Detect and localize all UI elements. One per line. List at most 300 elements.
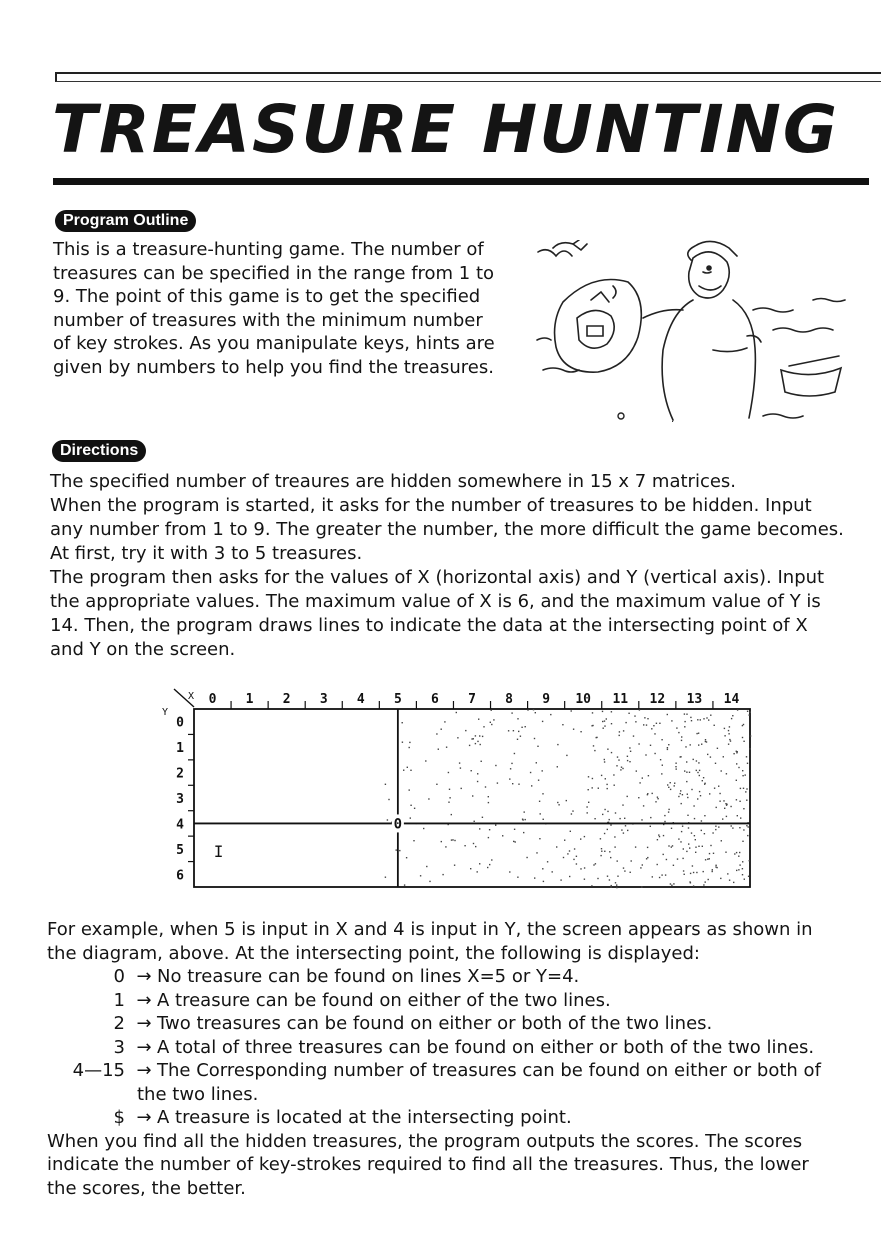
stipple-dot [688,827,689,828]
stipple-dot [677,858,678,859]
stipple-dot [657,798,658,799]
stipple-dot [705,881,706,882]
stipple-dot [488,837,489,838]
stipple-dot [657,839,658,840]
stipple-dot [617,756,618,757]
stipple-dot [607,788,608,789]
stipple-dot [700,795,701,796]
stipple-dot [714,788,715,789]
x-tick-label: 2 [282,692,291,707]
stipple-dot [743,788,744,789]
stipple-dot [663,854,664,855]
stipple-dot [566,755,567,756]
stipple-dot [742,725,743,726]
stipple-dot [456,712,457,713]
stipple-dot [691,789,692,790]
stipple-dot [615,812,616,813]
stipple-dot [742,770,743,771]
stipple-dot [619,818,620,819]
stipple-dot [707,859,708,860]
stipple-dot [665,874,666,875]
x-tick-label: 4 [356,692,365,707]
stipple-dot [557,766,558,767]
stipple-dot [718,786,719,787]
stipple-dot [662,765,663,766]
stipple-dot [574,848,575,849]
stipple-dot [736,870,737,871]
stipple-dot [621,829,622,830]
stipple-dot [661,739,662,740]
stipple-dot [674,783,675,784]
stipple-dot [482,736,483,737]
stipple-dot [750,712,751,713]
stipple-dot [693,885,694,886]
arrow-icon: → [136,1107,152,1128]
stipple-dot [444,721,445,722]
stipple-dot [715,865,716,866]
stipple-dot [691,832,692,833]
stipple-dot [483,726,484,727]
stipple-dot [684,726,685,727]
stipple-dot [607,829,608,830]
stipple-dot [460,767,461,768]
stipple-dot [560,879,561,880]
stipple-dot [595,863,596,864]
stipple-dot [552,871,553,872]
stipple-dot [556,846,557,847]
stipple-dot [733,882,734,883]
stipple-dot [745,791,746,792]
stipple-dot [727,873,728,874]
stipple-dot [480,744,481,745]
stipple-dot [611,711,612,712]
pirate-illustration [533,240,863,425]
stipple-dot [646,858,647,859]
stipple-dot [642,864,643,865]
stipple-dot [569,850,570,851]
stipple-dot [690,717,691,718]
stipple-dot [630,751,631,752]
stipple-dot [722,818,723,819]
stipple-dot [488,796,489,797]
stipple-dot [651,728,652,729]
stipple-dot [635,846,636,847]
stipple-dot [473,738,474,739]
stipple-dot [591,885,592,886]
stipple-dot [712,869,713,870]
stipple-dot [573,729,574,730]
legend-continuation: the two lines. [137,1083,259,1105]
stipple-dot [557,744,558,745]
stipple-dot [617,876,618,877]
stipple-dot [681,803,682,804]
stipple-dot [663,835,664,836]
stipple-dot [623,730,624,731]
stipple-dot [627,756,628,757]
stipple-dot [658,834,659,835]
stipple-dot [472,795,473,796]
stipple-dot [699,770,700,771]
stipple-dot [625,722,626,723]
stipple-dot [642,777,643,778]
stipple-dot [525,819,526,820]
stipple-dot [606,784,607,785]
stipple-dot [716,807,717,808]
stipple-dot [712,832,713,833]
stipple-dot [668,845,669,846]
stipple-dot [479,828,480,829]
stipple-dot [613,774,614,775]
stipple-dot [736,763,737,764]
stipple-dot [678,796,679,797]
stipple-dot [625,825,626,826]
stipple-dot [489,864,490,865]
stipple-dot [672,845,673,846]
stipple-dot [742,775,743,776]
stipple-dot [605,778,606,779]
stipple-dot [710,845,711,846]
stipple-dot [491,710,492,711]
stipple-dot [630,872,631,873]
stipple-dot [441,729,442,730]
stipple-dot [744,879,745,880]
stipple-dot [738,767,739,768]
directions-text [50,470,870,662]
stipple-dot [580,868,581,869]
stipple-dot [719,793,720,794]
stipple-dot [678,732,679,733]
stipple-dot [650,826,651,827]
stipple-dot [724,728,725,729]
stipple-dot [704,815,705,816]
stipple-dot [584,867,585,868]
stipple-dot [748,826,749,827]
stipple-dot [385,877,386,878]
stipple-dot [703,884,704,885]
stipple-dot [523,832,524,833]
stipple-dot [709,853,710,854]
program-outline-text [53,238,523,379]
legend-text: No treasure can be found on lines X=5 or Y=4. [157,966,580,987]
stipple-dot [696,770,697,771]
stipple-dot [695,852,696,853]
stipple-dot [509,778,510,779]
stipple-dot [683,848,684,849]
stipple-dot [454,840,455,841]
stipple-dot [743,741,744,742]
stipple-dot [675,763,676,764]
stipple-dot [550,714,551,715]
stipple-dot [729,739,730,740]
stipple-dot [714,725,715,726]
stipple-dot [721,770,722,771]
stipple-dot [514,753,515,754]
stipple-dot [721,840,722,841]
stipple-dot [739,864,740,865]
stipple-dot [601,775,602,776]
y-axis-label: Y [162,707,169,718]
stipple-dot [586,806,587,807]
stipple-dot [475,735,476,736]
y-tick-label: 2 [176,766,184,782]
stipple-dot [631,860,632,861]
stipple-dot [573,859,574,860]
stipple-dot [698,846,699,847]
stipple-dot [661,874,662,875]
stipple-dot [508,730,509,731]
stipple-dot [695,847,696,848]
stipple-dot [639,709,640,710]
stipple-dot [690,882,691,883]
stipple-dot [594,750,595,751]
stipple-dot [704,784,705,785]
stipple-dot [564,840,565,841]
stipple-dot [606,718,607,719]
stipple-dot [478,719,479,720]
stipple-dot [425,760,426,761]
stipple-dot [664,815,665,816]
stipple-dot [715,763,716,764]
stipple-dot [495,825,496,826]
stipple-dot [736,780,737,781]
stipple-dot [438,749,439,750]
stipple-dot [743,829,744,830]
stipple-dot [624,870,625,871]
stipple-dot [592,787,593,788]
stipple-dot [547,861,548,862]
stipple-dot [622,804,623,805]
stipple-dot [638,797,639,798]
legend-row [47,1059,867,1083]
x-tick-label: 14 [723,692,740,707]
stipple-dot [607,876,608,877]
stipple-dot [623,867,624,868]
stipple-dot [477,871,478,872]
stipple-dot [542,868,543,869]
stipple-dot [592,712,593,713]
directions-line: At first, try it with 3 to 5 treasures. [50,543,363,564]
stipple-dot [668,787,669,788]
stipple-dot [705,859,706,860]
stipple-dot [687,797,688,798]
stipple-dot [710,715,711,716]
program-outline-heading: Program Outline [55,210,196,232]
stipple-dot [680,790,681,791]
stipple-dot [461,788,462,789]
stipple-dot [479,735,480,736]
stipple-dot [598,788,599,789]
stipple-dot [696,733,697,734]
y-tick-label: 1 [176,741,184,757]
legend-text: A treasure can be found on either of the two lines. [157,989,611,1011]
stipple-dot [697,798,698,799]
stipple-dot [517,877,518,878]
stipple-dot [617,860,618,861]
stipple-dot [614,785,615,786]
stipple-dot [537,746,538,747]
stipple-dot [659,723,660,724]
stipple-dot [475,846,476,847]
stipple-dot [689,847,690,848]
stipple-dot [647,857,648,858]
stipple-dot [724,735,725,736]
stipple-dot [682,826,683,827]
stipple-dot [715,826,716,827]
stipple-dot [558,804,559,805]
stipple-dot [587,812,588,813]
stipple-dot [428,798,429,799]
stipple-dot [475,743,476,744]
stipple-dot [580,731,581,732]
x-tick-label: 5 [393,692,402,707]
stipple-dot [479,863,480,864]
stipple-dot [620,769,621,770]
stipple-dot [539,801,540,802]
stipple-dot [482,817,483,818]
stipple-dot [402,742,403,743]
stipple-dot [517,718,518,719]
stipple-dot [604,833,605,834]
stipple-dot [604,809,605,810]
stipple-dot [609,851,610,852]
stipple-dot [509,871,510,872]
stipple-dot [686,761,687,762]
stipple-dot [524,811,525,812]
stipple-dot [521,727,522,728]
stipple-dot [399,850,400,851]
stipple-dot [465,730,466,731]
stipple-dot [659,836,660,837]
stipple-dot [748,876,749,877]
stipple-dot [527,709,528,710]
stipple-dot [449,797,450,798]
directions-line: When the program is started, it asks for the number of treasures to be hidden. Input [50,495,812,516]
stipple-dot [726,773,727,774]
stipple-dot [580,838,581,839]
stipple-dot [602,711,603,712]
stipple-dot [534,738,535,739]
stipple-dot [616,887,617,888]
legend-key: 1 [113,989,125,1011]
stipple-dot [703,871,704,872]
stipple-dot [716,867,717,868]
directions-line: the appropriate values. The maximum value of X is 6, and the maximum value of Y is [50,591,821,612]
x-tick-label: 10 [575,692,592,707]
stipple-dot [681,740,682,741]
x-tick-label: 13 [686,692,703,707]
stipple-dot [681,736,682,737]
stipple-dot [420,875,421,876]
outline-line: of key strokes. As you manipulate keys, hints are [53,333,495,354]
stipple-dot [470,868,471,869]
stipple-dot [702,846,703,847]
stipple-dot [643,805,644,806]
stipple-dot [750,735,751,736]
stipple-dot [563,857,564,858]
stipple-dot [594,818,595,819]
stipple-dot [513,730,514,731]
stipple-dot [488,802,489,803]
stipple-dot [718,826,719,827]
legend-text: The Corresponding number of treasures can be found on either or both of [157,1060,821,1081]
stipple-dot [542,721,543,722]
x-axis-label: X [188,691,195,702]
stipple-dot [387,819,388,820]
stipple-dot [684,770,685,771]
stipple-dot [410,770,411,771]
stipple-dot [569,876,570,877]
stipple-dot [477,781,478,782]
stipple-dot [426,866,427,867]
stipple-dot [510,768,511,769]
stipple-dot [670,782,671,783]
stipple-dot [723,756,724,757]
stipple-dot [454,865,455,866]
stipple-dot [687,815,688,816]
stipple-dot [726,816,727,817]
stipple-dot [610,857,611,858]
stipple-dot [445,846,446,847]
top-rule [55,72,881,82]
stipple-dot [647,794,648,795]
stipple-dot [457,737,458,738]
stipple-dot [726,805,727,806]
stipple-dot [572,810,573,811]
stipple-dot [732,715,733,716]
stipple-dot [436,733,437,734]
stipple-dot [676,768,677,769]
stipple-dot [495,765,496,766]
stipple-dot [682,858,683,859]
directions-line: and Y on the screen. [50,639,236,660]
directions-line: 14. Then, the program draws lines to indicate the data at the intersecting point of X [50,615,808,636]
stipple-dot [739,852,740,853]
stipple-dot [533,709,534,710]
stipple-dot [693,805,694,806]
y-tick-label: 5 [176,842,184,858]
stipple-dot [609,879,610,880]
stipple-dot [737,815,738,816]
intersection-value: 0 [393,816,403,833]
stipple-dot [610,824,611,825]
stipple-dot [571,710,572,711]
stipple-dot [497,782,498,783]
stipple-dot [442,874,443,875]
legend-key: 0 [113,966,125,987]
outline-line: treasures can be specified in the range from 1 to [53,262,495,284]
stipple-dot [539,838,540,839]
stipple-dot [534,877,535,878]
stipple-dot [601,848,602,849]
stipple-dot [670,883,671,884]
arrow-icon: → [136,1060,152,1081]
stipple-dot [604,851,605,852]
stipple-dot [675,766,676,767]
stipple-dot [611,752,612,753]
arrow-icon: → [136,1013,152,1034]
stipple-dot [688,843,689,844]
stipple-dot [517,739,518,740]
stipple-dot [691,720,692,721]
stipple-dot [441,841,442,842]
stipple-dot [678,838,679,839]
stipple-dot [698,762,699,763]
x-tick-label: 9 [542,692,551,707]
stipple-dot [588,789,589,790]
stipple-dot [717,748,718,749]
stipple-dot [681,831,682,832]
stipple-dot [596,737,597,738]
